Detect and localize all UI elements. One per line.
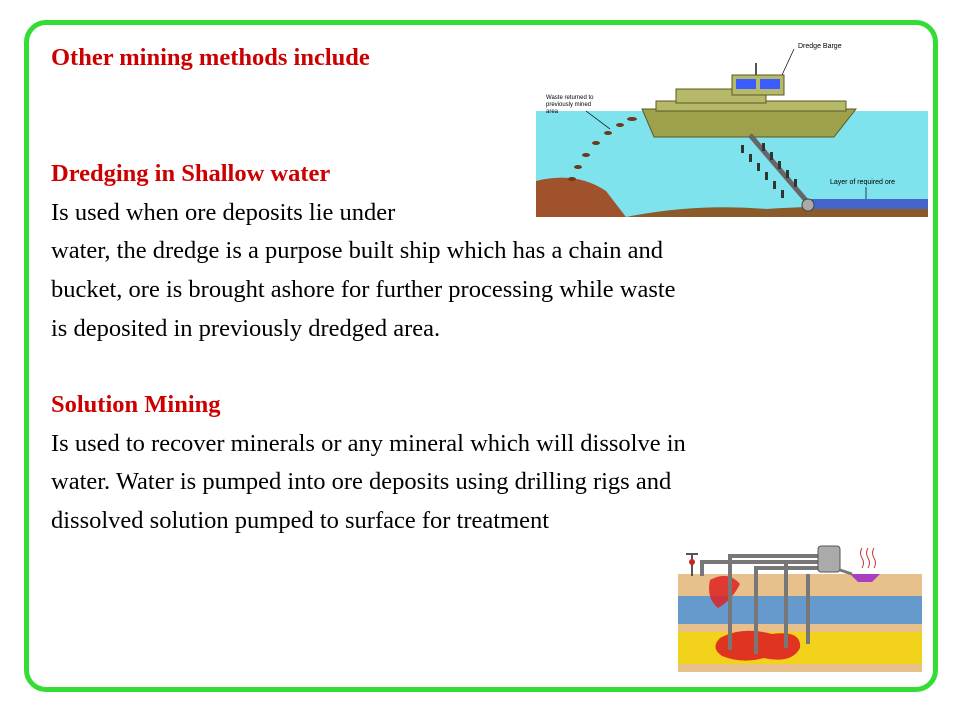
slide-heading: Other mining methods include bbox=[51, 44, 370, 71]
label-waste-3: area bbox=[546, 109, 559, 115]
dredging-line-2: water, the dredge is a purpose built ship which has a chain and bbox=[51, 237, 664, 264]
solution-title: Solution Mining bbox=[51, 391, 221, 418]
solution-line-3: dissolved solution pumped to surface for treatment bbox=[51, 507, 550, 534]
solution-line-2: water. Water is pumped into ore deposits using drilling rigs and bbox=[51, 468, 672, 495]
dredge-barge-diagram bbox=[536, 31, 928, 217]
treatment-tank bbox=[818, 546, 840, 572]
ore-layer bbox=[806, 199, 928, 209]
dredging-line-1: Is used when ore deposits lie under bbox=[51, 199, 396, 226]
label-waste-2: previously mined bbox=[546, 102, 592, 108]
solution-mining-diagram bbox=[672, 540, 928, 680]
wheelhouse-window bbox=[736, 79, 756, 89]
wheelhouse-window-2 bbox=[760, 79, 780, 89]
label-waste-1: Waste returned to bbox=[546, 95, 594, 101]
rock-layer bbox=[678, 624, 922, 632]
label-dredge-barge: Dredge Barge bbox=[798, 43, 842, 50]
dredging-line-3: bucket, ore is brought ashore for further processing while waste bbox=[51, 276, 676, 303]
base-layer bbox=[678, 664, 922, 672]
solution-line-1: Is used to recover minerals or any mineral which will dissolve in bbox=[51, 430, 686, 457]
label-ore-layer: Layer of required ore bbox=[830, 179, 895, 186]
dredging-line-4: is deposited in previously dredged area. bbox=[51, 315, 441, 342]
dredging-title: Dredging in Shallow water bbox=[51, 160, 331, 187]
bucket-wheel bbox=[802, 199, 814, 211]
barge-hull bbox=[642, 109, 856, 137]
